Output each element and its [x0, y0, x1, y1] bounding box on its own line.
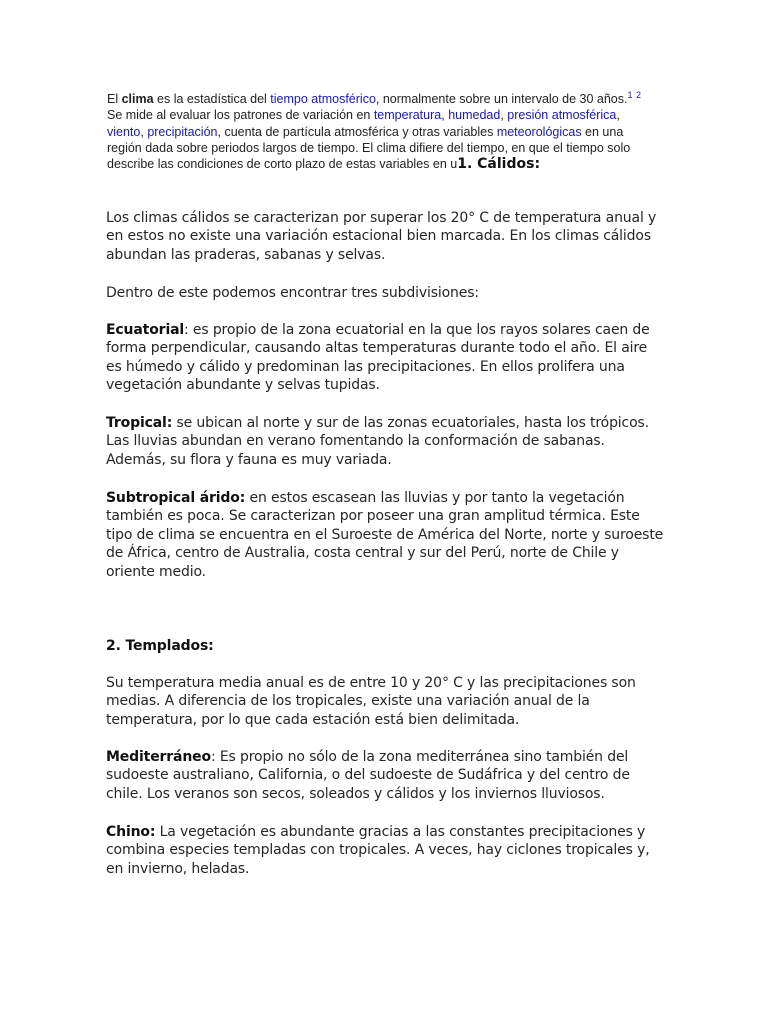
- intro-paragraph: [107, 91, 647, 172]
- term-subtropical: Subtropical árido:: [106, 490, 246, 506]
- separator: ,: [441, 108, 449, 123]
- link-humedad[interactable]: humedad: [448, 108, 501, 123]
- paragraph-templados-intro: Su temperatura media anual es de entre 10 y 20° C y las precipitaciones son medias. A diferencia de los tropicales, existe una variación anual de la temperatura, por lo que cada estación está bien delimitada.: [106, 675, 636, 728]
- intro-text: es la estadística del: [153, 92, 271, 106]
- intro-term-clima: clima: [121, 92, 154, 106]
- separator: ,: [616, 108, 620, 123]
- separator: ,: [500, 108, 508, 123]
- paragraph-subdivisiones: Dentro de este podemos encontrar tres subdivisiones:: [106, 285, 479, 301]
- paragraph-subtropical: [106, 489, 666, 581]
- intro-text: en una región dada sobre periodos largos de tiempo. El clima difiere del tiempo, en que el tiempo solo describe las condiciones de corto plazo de estas variables en u: [107, 124, 631, 172]
- paragraph-mediterraneo: [106, 748, 666, 803]
- link-presion-atmosferica[interactable]: presión atmosférica: [507, 108, 617, 123]
- paragraph-calidos-intro: Los climas cálidos se caracterizan por superar los 20° C de temperatura anual y en estos no existe una variación estacional bien marcada. En los climas cálidos abundan las praderas, sabanas y selvas.: [106, 210, 657, 263]
- paragraph-ecuatorial: [106, 321, 666, 395]
- link-tiempo-atmosferico[interactable]: tiempo atmosférico: [270, 92, 376, 106]
- link-viento[interactable]: viento: [107, 124, 141, 139]
- reference-1[interactable]: 1: [627, 89, 633, 100]
- text-tropical: se ubican al norte y sur de las zonas ecuatoriales, hasta los trópicos. Las lluvias abundan en verano fomentando la conformación de sabanas. Además, su flora y fauna es muy variada.: [106, 415, 649, 468]
- intro-text: Se mide al evaluar los patrones de variación en: [107, 108, 374, 123]
- paragraph-tropical: [106, 414, 666, 469]
- text-subtropical: en estos escasean las lluvias y por tanto la vegetación también es poca. Se caracterizan por poseer una gran amplitud térmica. Este tipo de clima se encuentra en el Suroeste de América del Norte, norte y suroeste de África, centro de Australia, costa central y sur del Perú, norte de Chile y oriente medio.: [106, 490, 664, 580]
- term-tropical: Tropical:: [106, 415, 173, 431]
- heading-templados: 2. Templados:: [106, 638, 214, 654]
- text-ecuatorial: : es propio de la zona ecuatorial en la que los rayos solares caen de forma perpendicular, causando altas temperaturas durante todo el año. El aire es húmedo y cálido y predominan las precipitaciones. En ellos prolifera una vegetación abundante y selvas tupidas.: [106, 322, 650, 394]
- link-temperatura[interactable]: temperatura: [373, 108, 442, 123]
- term-mediterraneo: Mediterráneo: [106, 749, 211, 765]
- text-chino: La vegetación es abundante gracias a las constantes precipitaciones y combina especies templadas con tropicales. A veces, hay ciclones tropicales y, en invierno, heladas.: [106, 824, 650, 877]
- heading-calidos: 1. Cálidos:: [457, 156, 541, 173]
- intro-text: El: [107, 92, 122, 106]
- term-ecuatorial: Ecuatorial: [106, 322, 185, 338]
- reference-2[interactable]: 2: [635, 89, 641, 100]
- link-precipitacion[interactable]: precipitación: [147, 124, 218, 139]
- link-meteorologicas[interactable]: meteorológicas: [496, 124, 582, 139]
- intro-text: , normalmente sobre un intervalo de 30 años.: [375, 92, 628, 106]
- paragraph-chino: [106, 823, 666, 878]
- intro-text: , cuenta de partícula atmosférica y otras variables: [217, 124, 497, 139]
- term-chino: Chino:: [106, 824, 156, 840]
- text-mediterraneo: : Es propio no sólo de la zona mediterránea sino también del sudoeste australiano, California, o del sudoeste de Sudáfrica y del centro de chile. Los veranos son secos, soleados y cálidos y los inviernos lluviosos.: [106, 749, 630, 802]
- separator: ,: [140, 124, 148, 139]
